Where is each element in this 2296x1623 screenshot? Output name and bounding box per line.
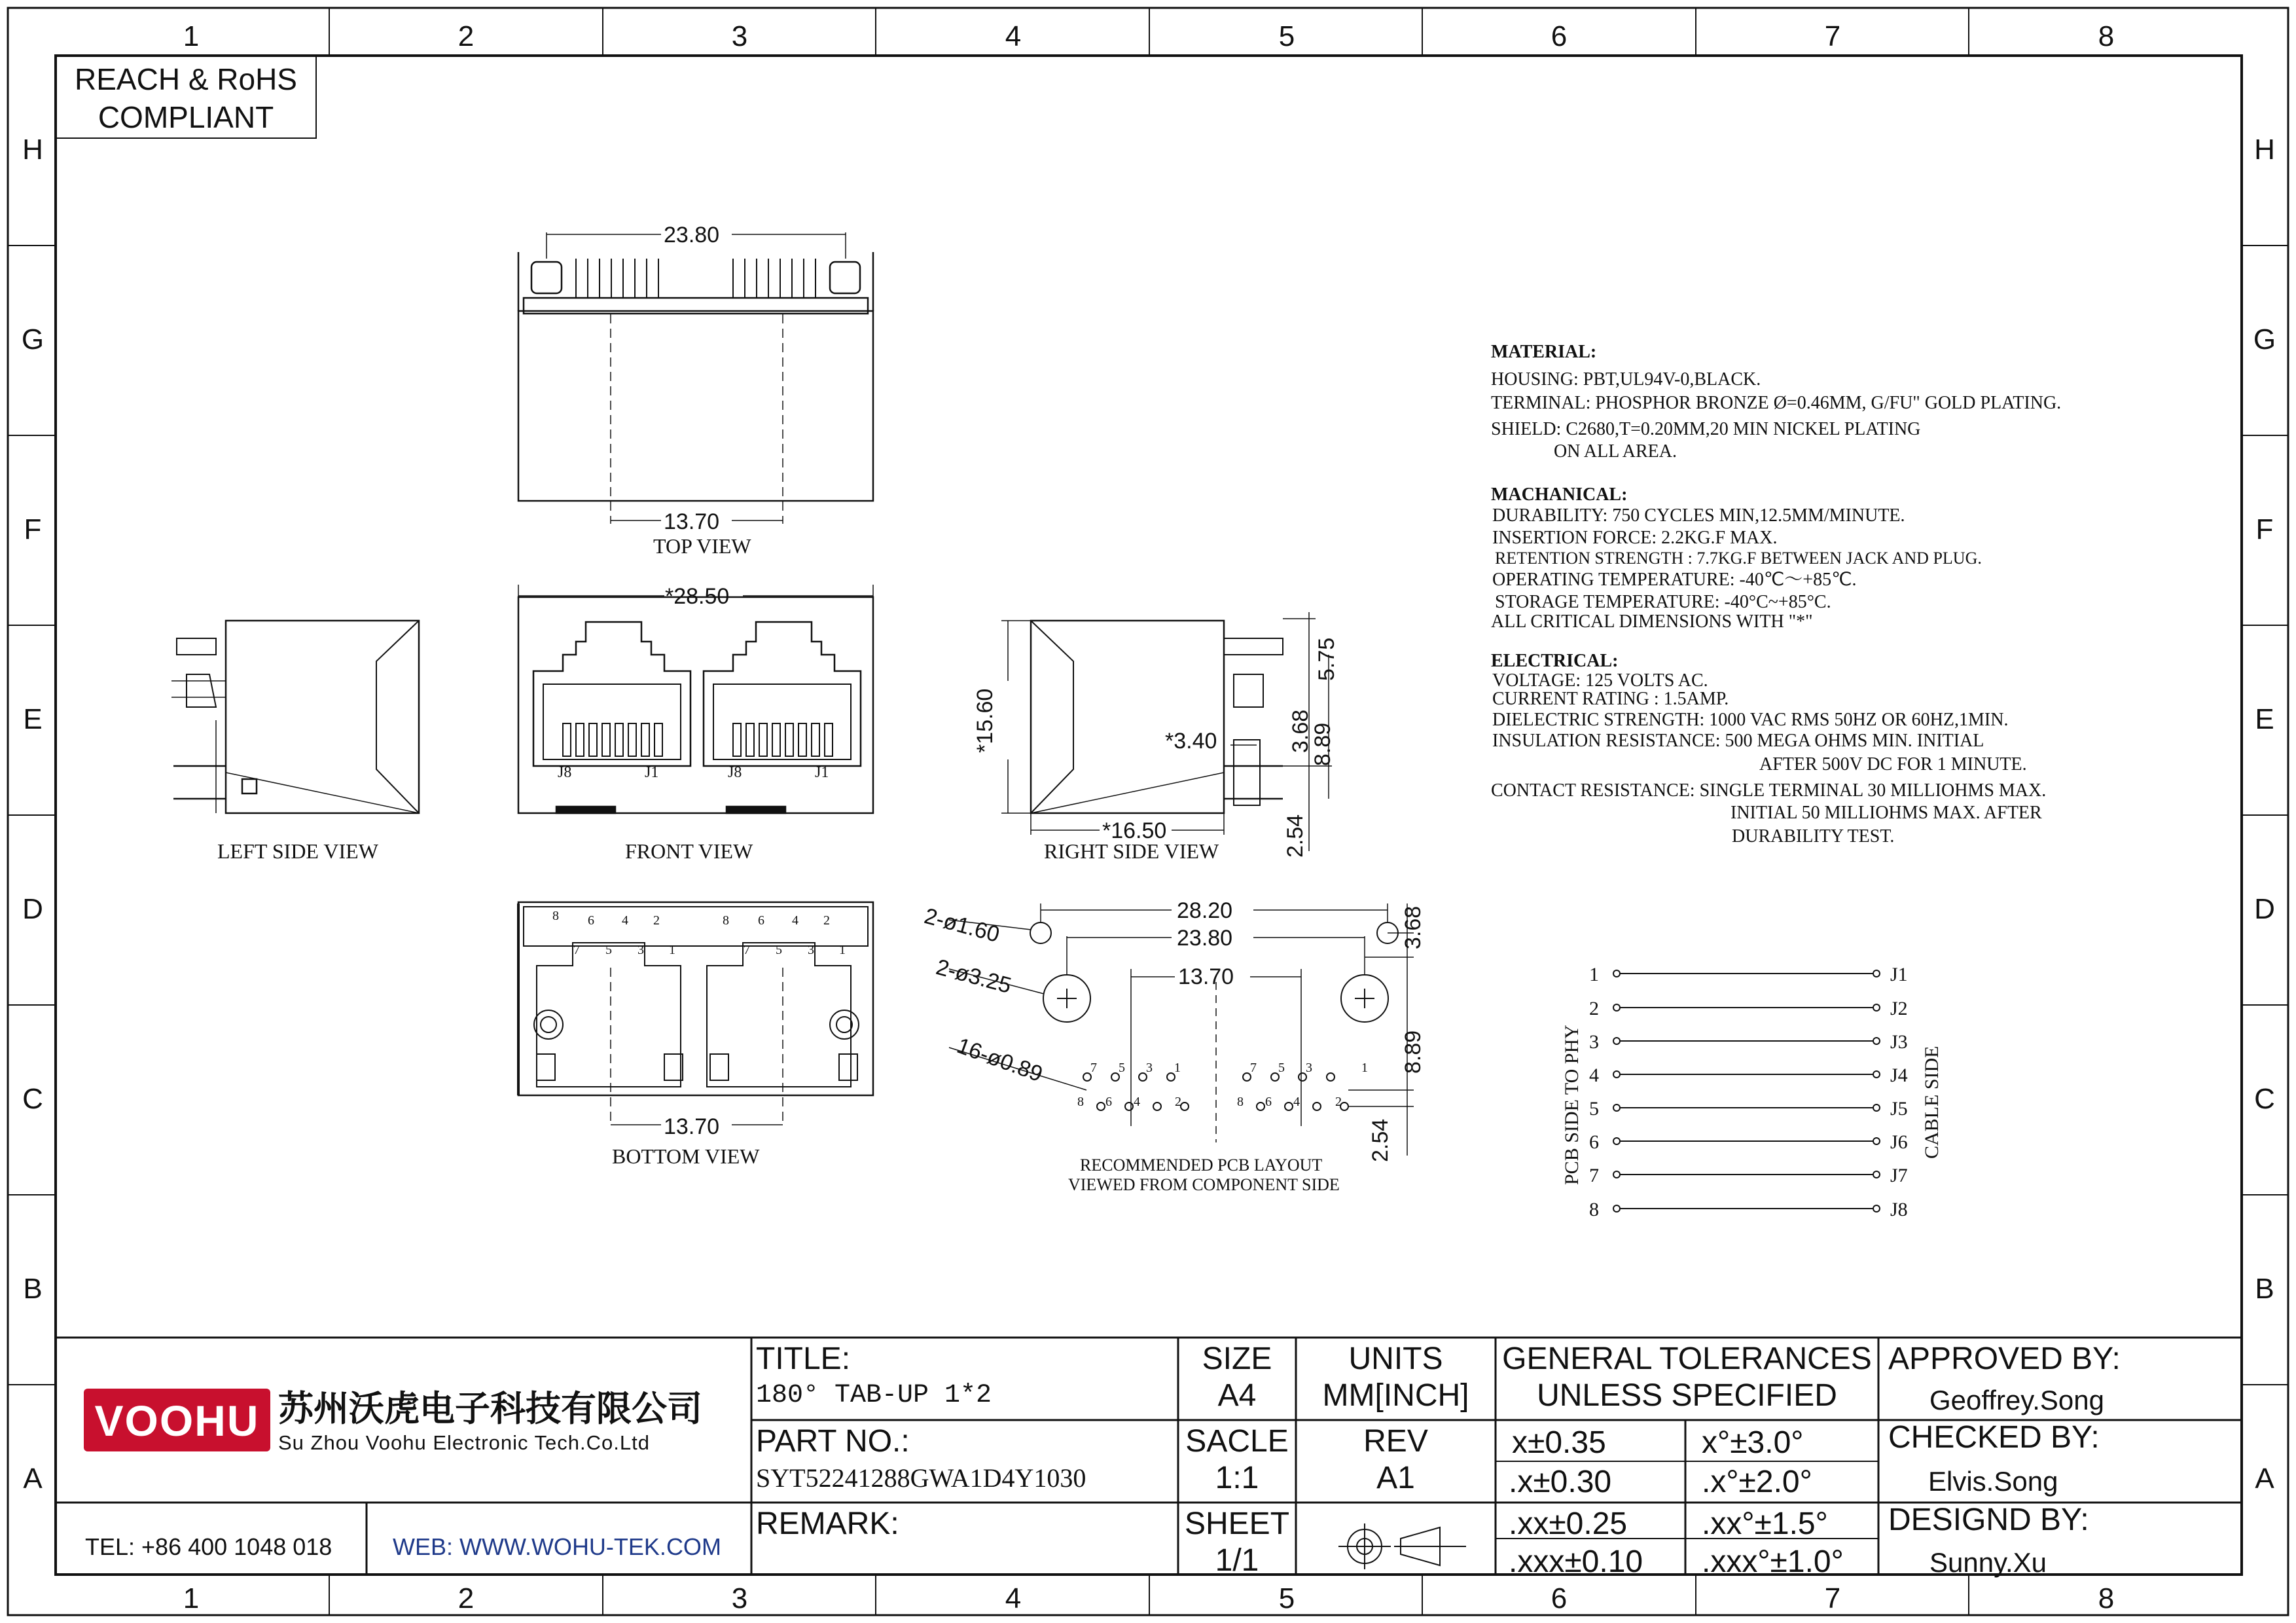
right-height-dim: *15.60 xyxy=(973,688,997,753)
material-title: MATERIAL: xyxy=(1491,342,1597,362)
pcb-pin: 5 xyxy=(1119,1061,1125,1075)
note-line: DURABILITY: 750 CYCLES MIN,12.5MM/MINUTE. xyxy=(1492,505,1905,526)
pcb-dim-28-20: 28.20 xyxy=(1177,898,1233,923)
front-pin-j8-b: J8 xyxy=(728,764,742,781)
schematic-right-pin: J7 xyxy=(1890,1165,1908,1186)
tolerance-angular: .xxx°±1.0° xyxy=(1702,1544,1844,1579)
electrical-title: ELECTRICAL: xyxy=(1491,651,1619,671)
right-dim-3-68: 3.68 xyxy=(1288,709,1313,753)
pcb-pin: 8 xyxy=(1077,1095,1084,1109)
bottom-view-outline xyxy=(518,902,873,1126)
rev-label: REV xyxy=(1363,1424,1428,1459)
bottom-view-dim: 13.70 xyxy=(664,1114,720,1139)
pcb-dim-3-68: 3.68 xyxy=(1401,905,1426,949)
pcb-pin: 2 xyxy=(1175,1095,1181,1109)
schematic-left-pin: 4 xyxy=(1589,1065,1599,1086)
bottom-view-label: BOTTOM VIEW xyxy=(612,1144,760,1168)
note-line: AFTER 500V DC FOR 1 MINUTE. xyxy=(1759,754,2027,775)
checked-value: Elvis.Song xyxy=(1928,1466,2058,1497)
schematic-right-pin: J2 xyxy=(1890,998,1908,1019)
tolerance-linear: x±0.35 xyxy=(1512,1425,1606,1460)
zone-col-8-bottom: 8 xyxy=(2098,1582,2115,1614)
note-line: VOLTAGE: 125 VOLTS AC. xyxy=(1492,670,1708,691)
pcb-pin: 3 xyxy=(1306,1061,1312,1075)
company-name-en: Su Zhou Voohu Electronic Tech.Co.Ltd xyxy=(278,1431,650,1454)
pcb-pin: 1 xyxy=(1174,1061,1181,1075)
title-value: 180° TAB-UP 1*2 xyxy=(756,1381,992,1410)
front-view-width-dim: *28.50 xyxy=(665,584,730,609)
schematic-right-pin: J1 xyxy=(1890,964,1908,985)
schematic-left-pin: 2 xyxy=(1589,998,1599,1019)
designed-label: DESIGND BY: xyxy=(1888,1503,2089,1537)
front-pin-j1-a: J1 xyxy=(645,764,659,781)
bottom-pin: 4 xyxy=(792,913,798,928)
note-line: TERMINAL: PHOSPHOR BRONZE Ø=0.46MM, G/FU" GOLD PLATING. xyxy=(1491,393,2062,413)
bottom-pin: 8 xyxy=(723,913,729,928)
schematic-right-pin: J8 xyxy=(1890,1199,1908,1220)
note-line: SHIELD: C2680,T=0.20MM,20 MIN NICKEL PLATING xyxy=(1491,419,1921,439)
company-name-cn: 苏州沃虎电子科技有限公司 xyxy=(278,1389,702,1429)
note-line: INSERTION FORCE: 2.2KG.F MAX. xyxy=(1492,528,1778,548)
tolerance-title-2: UNLESS SPECIFIED xyxy=(1537,1378,1837,1413)
pcb-dim-13-70: 13.70 xyxy=(1178,964,1234,989)
pcb-pin: 1 xyxy=(1361,1061,1368,1075)
bottom-pin: 1 xyxy=(669,943,675,957)
remark-label: REMARK: xyxy=(756,1506,899,1541)
pcb-dim-8-89: 8.89 xyxy=(1401,1030,1426,1074)
zone-row-h-right: H xyxy=(2254,134,2275,166)
bottom-pin: 8 xyxy=(552,909,559,923)
size-value: A4 xyxy=(1217,1378,1257,1413)
sheet-value: 1/1 xyxy=(1215,1543,1259,1578)
tolerance-angular: .x°±2.0° xyxy=(1702,1465,1812,1499)
approved-label: APPROVED BY: xyxy=(1888,1341,2121,1376)
zone-row-a: A xyxy=(23,1463,43,1495)
zone-col-3-bottom: 3 xyxy=(731,1582,748,1614)
bottom-pin: 4 xyxy=(622,913,628,928)
pcb-pin: 4 xyxy=(1293,1095,1300,1109)
zone-row-a-right: A xyxy=(2255,1463,2274,1495)
zone-row-f-right: F xyxy=(2255,513,2274,545)
zone-row-f: F xyxy=(24,513,42,545)
schematic-left-pin: 8 xyxy=(1589,1199,1599,1220)
bottom-pin: 3 xyxy=(808,943,814,957)
zone-col-5-bottom: 5 xyxy=(1278,1582,1295,1614)
schematic-left-pin: 1 xyxy=(1589,964,1599,985)
right-dim-2-54: 2.54 xyxy=(1283,814,1308,858)
zone-row-h: H xyxy=(22,134,43,166)
schematic-right-pin: J3 xyxy=(1890,1031,1908,1053)
top-view-port-dim: 13.70 xyxy=(664,509,720,534)
zone-col-7: 7 xyxy=(1824,20,1841,52)
bottom-pin: 7 xyxy=(744,943,750,957)
tolerance-linear: .xx±0.25 xyxy=(1509,1506,1628,1541)
top-view-width-dim: 23.80 xyxy=(664,223,720,247)
pcb-hole-3-25: 2-ø3.25 xyxy=(933,955,1014,999)
tolerance-linear: .x±0.30 xyxy=(1509,1465,1612,1499)
note-line: DURABILITY TEST. xyxy=(1732,826,1895,847)
schematic-left-side-label: PCB SIDE TO PHY xyxy=(1561,1025,1583,1185)
part-no-label: PART NO.: xyxy=(756,1424,910,1459)
zone-row-e: E xyxy=(23,703,43,735)
schematic-left-pin: 6 xyxy=(1589,1131,1599,1153)
zone-col-7-bottom: 7 xyxy=(1824,1582,1841,1614)
zone-row-e-right: E xyxy=(2255,703,2274,735)
bottom-pin: 3 xyxy=(637,943,644,957)
designed-value: Sunny.Xu xyxy=(1929,1547,2047,1578)
right-side-view-label: RIGHT SIDE VIEW xyxy=(1044,839,1219,863)
note-line: ON ALL AREA. xyxy=(1554,441,1677,462)
right-depth-dim: *16.50 xyxy=(1102,818,1167,843)
sheet-label: SHEET xyxy=(1184,1506,1290,1541)
zone-row-c-right: C xyxy=(2254,1083,2275,1115)
company-logo: VOOHU xyxy=(94,1396,260,1445)
pcb-pin: 3 xyxy=(1146,1061,1153,1075)
zone-col-1-bottom: 1 xyxy=(183,1582,200,1614)
zone-col-5: 5 xyxy=(1278,20,1295,52)
right-inset-dim: *3.40 xyxy=(1165,729,1217,754)
zone-row-b: B xyxy=(23,1273,43,1305)
company-web-link[interactable]: WEB: WWW.WOHU-TEK.COM xyxy=(393,1533,721,1560)
zone-row-g-right: G xyxy=(2253,323,2276,356)
pcb-pin: 4 xyxy=(1134,1095,1140,1109)
zone-col-1: 1 xyxy=(183,20,200,52)
note-line: INSULATION RESISTANCE: 500 MEGA OHMS MIN. INITIAL xyxy=(1492,731,1984,751)
tolerance-title-1: GENERAL TOLERANCES xyxy=(1502,1341,1872,1376)
note-line: STORAGE TEMPERATURE: -40°C~+85°C. xyxy=(1495,592,1831,612)
company-tel: TEL: +86 400 1048 018 xyxy=(85,1533,332,1560)
note-line: CURRENT RATING : 1.5AMP. xyxy=(1492,689,1729,709)
units-value: MM[INCH] xyxy=(1322,1378,1469,1413)
schematic-right-pin: J6 xyxy=(1890,1131,1908,1153)
note-line: ALL CRITICAL DIMENSIONS WITH "*" xyxy=(1491,611,1813,632)
pcb-pin: 8 xyxy=(1237,1095,1244,1109)
pcb-pin: 7 xyxy=(1250,1061,1257,1075)
tolerance-angular: x°±3.0° xyxy=(1702,1425,1804,1460)
schematic-lines xyxy=(1613,970,1880,1212)
projection-symbol xyxy=(1338,1523,1466,1569)
compliance-line-1: REACH & RoHS xyxy=(75,62,297,96)
bottom-pin: 1 xyxy=(839,943,846,957)
schematic-right-pin: J5 xyxy=(1890,1098,1908,1120)
compliance-line-2: COMPLIANT xyxy=(98,100,274,134)
bottom-pin: 6 xyxy=(588,913,594,928)
schematic-right-side-label: CABLE SIDE xyxy=(1921,1046,1943,1159)
zone-row-g: G xyxy=(21,323,45,356)
checked-label: CHECKED BY: xyxy=(1888,1420,2100,1455)
bottom-pin: 5 xyxy=(605,943,612,957)
units-label: UNITS xyxy=(1348,1341,1443,1376)
top-view-outline xyxy=(518,232,873,524)
right-dim-8-89: 8.89 xyxy=(1310,722,1335,766)
pcb-pin: 2 xyxy=(1335,1095,1342,1109)
pcb-pin: 5 xyxy=(1278,1061,1285,1075)
note-line: DIELECTRIC STRENGTH: 1000 VAC RMS 50HZ OR 60HZ,1MIN. xyxy=(1492,710,2009,730)
note-line: CONTACT RESISTANCE: SINGLE TERMINAL 30 MILLIOHMS MAX. xyxy=(1491,780,2047,801)
pcb-layout-label: RECOMMENDED PCB LAYOUT xyxy=(1080,1156,1323,1175)
bottom-pin: 2 xyxy=(653,913,660,928)
zone-col-6-bottom: 6 xyxy=(1551,1582,1568,1614)
front-pin-j1-b: J1 xyxy=(815,764,829,781)
zone-row-b-right: B xyxy=(2255,1273,2274,1305)
zone-col-4: 4 xyxy=(1005,20,1022,52)
schematic-right-pin: J4 xyxy=(1890,1065,1908,1086)
schematic-left-pin: 3 xyxy=(1589,1031,1599,1053)
zone-row-d: D xyxy=(22,893,43,925)
zone-col-3: 3 xyxy=(731,20,748,52)
zone-row-c: C xyxy=(22,1083,43,1115)
bottom-pin: 5 xyxy=(776,943,782,957)
note-line: OPERATING TEMPERATURE: -40℃～+85℃. xyxy=(1492,570,1857,590)
front-view-label: FRONT VIEW xyxy=(625,839,753,863)
zone-col-4-bottom: 4 xyxy=(1005,1582,1022,1614)
bottom-pin: 7 xyxy=(573,943,580,957)
scale-value: 1:1 xyxy=(1215,1461,1259,1495)
left-side-view-outline xyxy=(171,621,419,813)
pcb-dim-2-54: 2.54 xyxy=(1368,1118,1393,1162)
part-no-value: SYT52241288GWA1D4Y1030 xyxy=(756,1463,1086,1493)
note-line: HOUSING: PBT,UL94V-0,BLACK. xyxy=(1491,369,1761,390)
left-side-view-label: LEFT SIDE VIEW xyxy=(217,839,378,863)
tolerance-angular: .xx°±1.5° xyxy=(1702,1506,1828,1541)
scale-label: SACLE xyxy=(1185,1424,1289,1459)
schematic-left-pin: 5 xyxy=(1589,1098,1599,1120)
pcb-hole-1-60: 2-ø1.60 xyxy=(922,903,1003,948)
top-view-label: TOP VIEW xyxy=(653,534,751,558)
right-dim-5-75: 5.75 xyxy=(1314,637,1339,681)
note-line: INITIAL 50 MILLIOHMS MAX. AFTER xyxy=(1731,803,2042,823)
schematic-left-pin: 7 xyxy=(1589,1165,1599,1186)
zone-col-6: 6 xyxy=(1551,20,1568,52)
mechanical-title: MACHANICAL: xyxy=(1491,484,1628,505)
rev-value: A1 xyxy=(1376,1461,1415,1495)
zone-col-2-bottom: 2 xyxy=(457,1582,475,1614)
bottom-pin: 6 xyxy=(758,913,764,928)
zone-col-2: 2 xyxy=(457,20,475,52)
front-pin-j8-a: J8 xyxy=(558,764,572,781)
zone-row-d-right: D xyxy=(2254,893,2275,925)
zone-col-8: 8 xyxy=(2098,20,2115,52)
pcb-pin: 6 xyxy=(1265,1095,1272,1109)
pcb-hole-0-89: 16-ø0.89 xyxy=(954,1033,1046,1087)
pcb-pin: 6 xyxy=(1105,1095,1112,1109)
tolerance-linear: .xxx±0.10 xyxy=(1509,1544,1643,1579)
pcb-dim-23-80: 23.80 xyxy=(1177,926,1233,951)
pcb-layout-sublabel: VIEWED FROM COMPONENT SIDE xyxy=(1068,1175,1340,1194)
size-label: SIZE xyxy=(1202,1341,1272,1376)
title-label: TITLE: xyxy=(756,1341,851,1376)
bottom-pin: 2 xyxy=(823,913,830,928)
pcb-pin: 7 xyxy=(1090,1061,1097,1075)
note-line: RETENTION STRENGTH : 7.7KG.F BETWEEN JACK AND PLUG. xyxy=(1495,549,1982,568)
approved-value: Geoffrey.Song xyxy=(1929,1385,2104,1415)
